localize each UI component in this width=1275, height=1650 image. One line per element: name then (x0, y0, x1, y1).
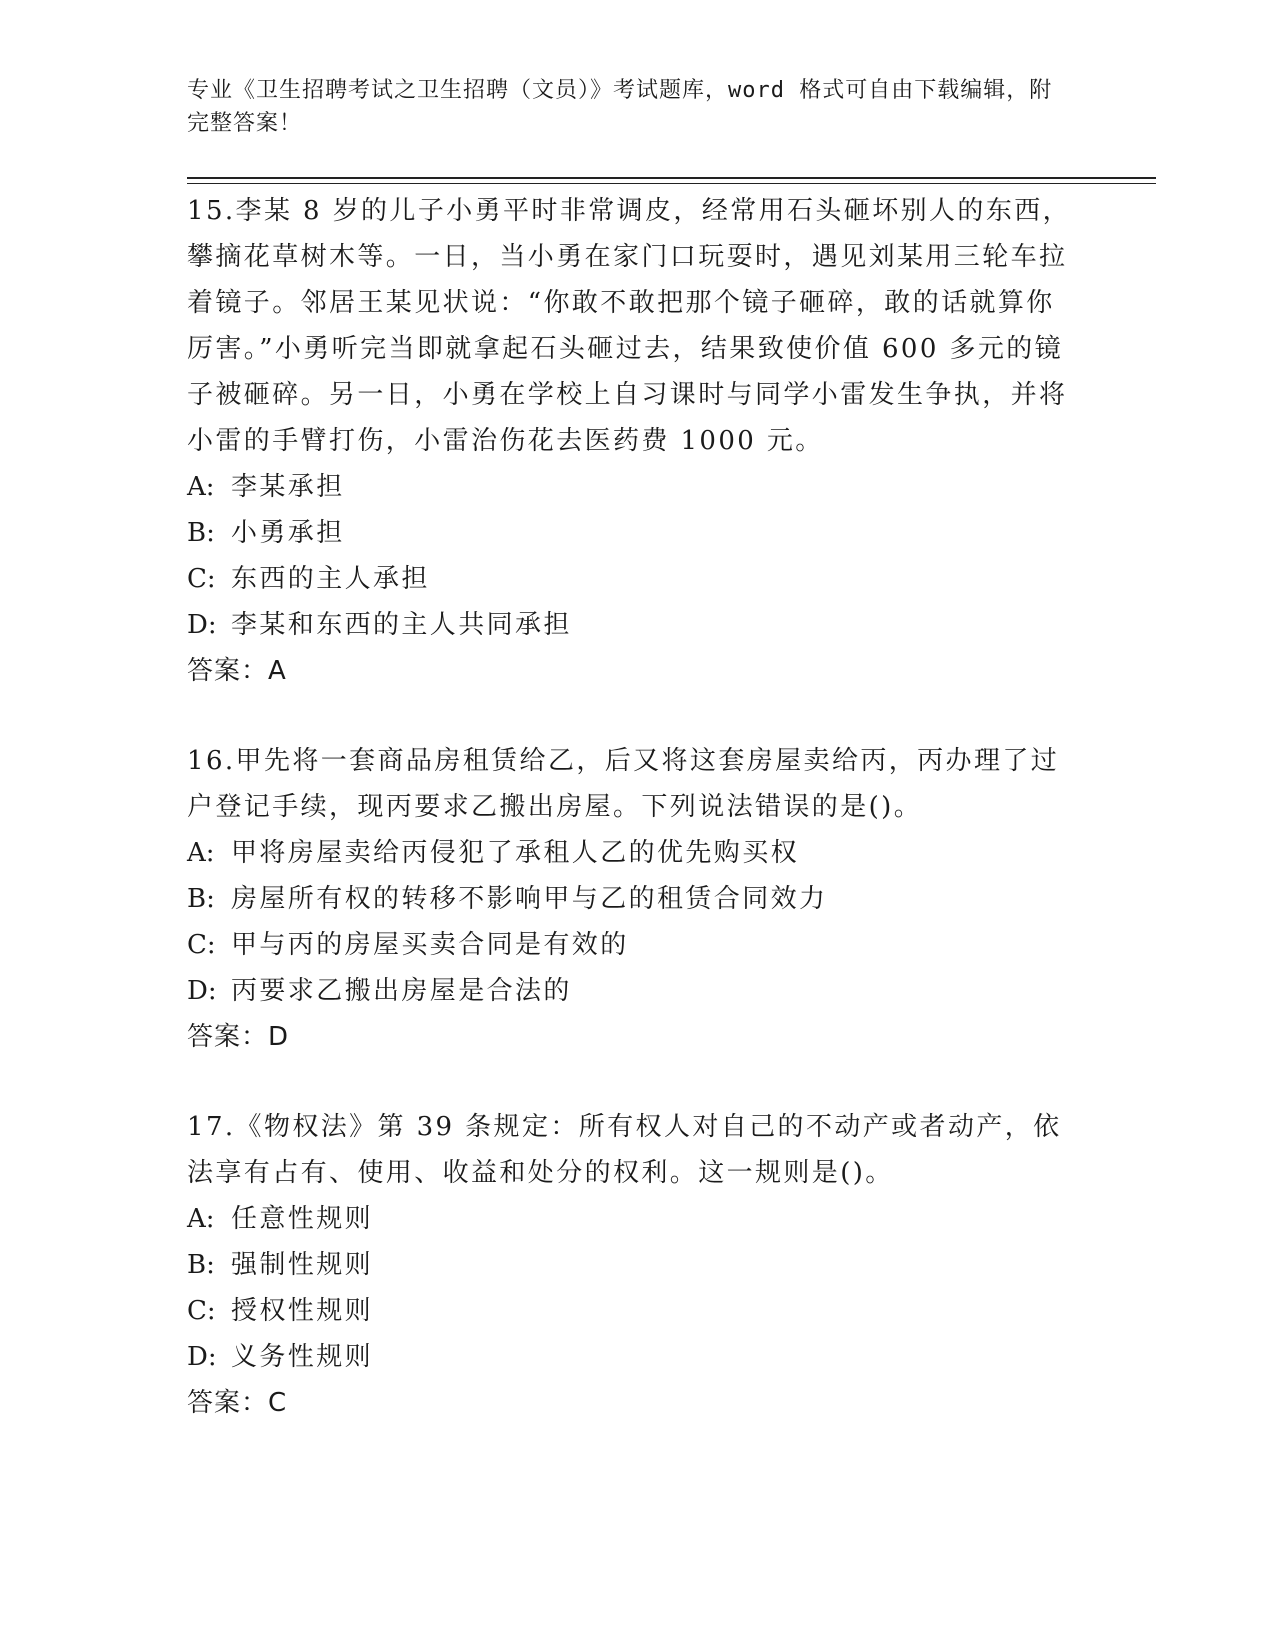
header-divider-thick (187, 177, 1156, 179)
option-letter: A: (187, 472, 215, 502)
option-letter: C: (187, 564, 216, 594)
question-stem: 17.《物权法》第 39 条规定：所有权人对自己的不动产或者动产，依法享有占有、使用、收益和处分的权利。这一规则是()。 (187, 1112, 1062, 1188)
option-text: 房屋所有权的转移不影响甲与乙的租赁合同效力 (231, 884, 828, 914)
option-text: 东西的主人承担 (231, 564, 430, 594)
option-letter: D: (187, 976, 217, 1006)
answer-line: 答案：D (187, 1022, 290, 1052)
question-17 (187, 1104, 1077, 1426)
option-letter: C: (187, 930, 216, 960)
option-letter: D: (187, 1342, 217, 1372)
option-text: 授权性规则 (231, 1296, 374, 1326)
option-d (187, 968, 1077, 1014)
option-letter: B: (187, 884, 215, 914)
document-header: 专业《卫生招聘考试之卫生招聘（文员）》考试题库，word 格式可自由下载编辑，附完整答案！ (187, 78, 1053, 136)
question-stem: 16.甲先将一套商品房租赁给乙，后又将这套房屋卖给丙，丙办理了过户登记手续，现丙要求乙搬出房屋。下列说法错误的是()。 (187, 746, 1060, 822)
option-text: 甲与丙的房屋买卖合同是有效的 (231, 930, 629, 960)
question-15 (187, 188, 1077, 694)
option-b (187, 510, 1077, 556)
option-letter: D: (187, 610, 217, 640)
option-d (187, 602, 1077, 648)
option-text: 丙要求乙搬出房屋是合法的 (231, 976, 572, 1006)
option-text: 义务性规则 (231, 1342, 374, 1372)
option-a (187, 464, 1077, 510)
option-c (187, 1288, 1077, 1334)
question-16 (187, 738, 1077, 1060)
option-text: 李某承担 (231, 472, 345, 502)
option-b (187, 1242, 1077, 1288)
option-letter: B: (187, 518, 215, 548)
option-c (187, 556, 1077, 602)
option-b (187, 876, 1077, 922)
option-text: 任意性规则 (231, 1204, 374, 1234)
option-text: 甲将房屋卖给丙侵犯了承租人乙的优先购买权 (231, 838, 800, 868)
option-letter: B: (187, 1250, 215, 1280)
option-a (187, 1196, 1077, 1242)
option-text: 强制性规则 (231, 1250, 374, 1280)
option-a (187, 830, 1077, 876)
answer-line: 答案：A (187, 656, 287, 686)
header-divider-thin (187, 183, 1156, 184)
option-text: 小勇承担 (231, 518, 345, 548)
option-d (187, 1334, 1077, 1380)
option-text: 李某和东西的主人共同承担 (231, 610, 572, 640)
option-letter: A: (187, 838, 215, 868)
option-c (187, 922, 1077, 968)
option-letter: C: (187, 1296, 216, 1326)
answer-line: 答案：C (187, 1388, 288, 1418)
question-stem: 15.李某 8 岁的儿子小勇平时非常调皮，经常用石头砸坏别人的东西，攀摘花草树木等。一日，当小勇在家门口玩耍时，遇见刘某用三轮车拉着镜子。邻居王某见状说：“你敢不敢把那个镜子砸碎，敢的话就算你厉害。”小勇听完当即就拿起石头砸过去，结果致使价值 600 多元的镜子被砸碎。另一日，小勇在学校上自习课时与同学小雷发生争执，并将小雷的手臂打伤，小雷治伤花去医药费 1000 元。 (187, 196, 1072, 456)
option-letter: A: (187, 1204, 215, 1234)
